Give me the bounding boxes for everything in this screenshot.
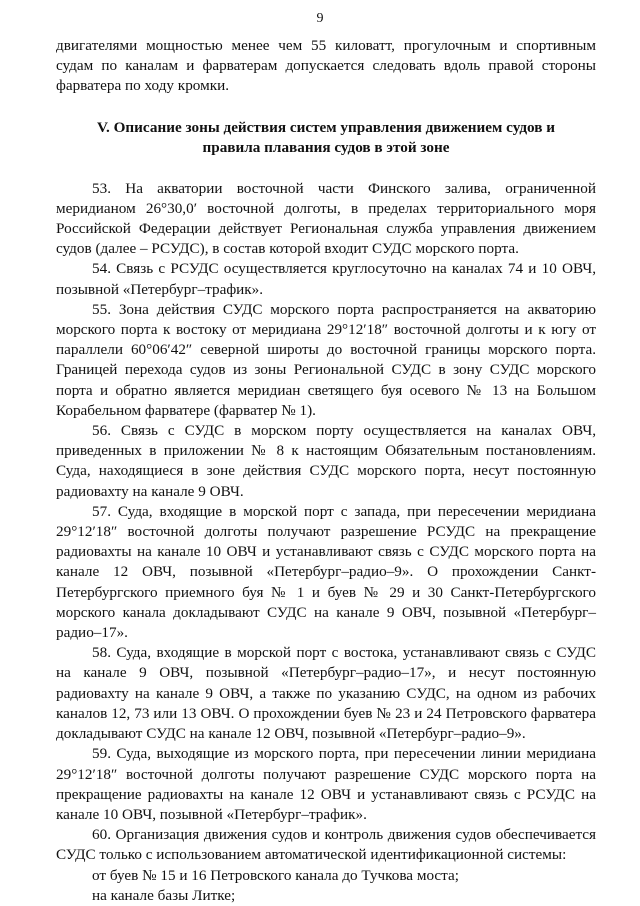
paragraph-56: 56. Связь с СУДС в морском порту осуществляется на каналах ОВЧ, приведенных в приложении № 8 к настоящим Обязательным постановлениям. Суда, находящиеся в зоне действия СУДС морского порта, несут постоянную радиовахту на канале 9 ОВЧ. [56,422,596,500]
paragraph-58: 58. Суда, входящие в морской порт с востока, устанавливают связь с СУДС на канале 9 ОВЧ, позывной «Петербург–радио–17», и несут постоянную радиовахту на канале 9 ОВЧ, а также по указанию СУДС, на одном из рабочих каналов 12, 73 или 13 ОВЧ. О прохождении буев № 23 и 24 Петровского фарватера докладывают СУДС на канале 12 ОВЧ, позывной «Петербург–радио–9». [56,644,596,743]
page-number: 9 [316,11,324,26]
document-body [56,36,596,906]
paragraph-59: 59. Суда, выходящие из морского порта, при пересечении линии меридиана 29°12′18″ восточной долготы получают разрешение СУДС морского порта на прекращение радиовахты на канале 12 ОВЧ и устанавливают связь с РСУДС на канале 10 ОВЧ, позывной «Петербург–трафик». [56,745,596,823]
paragraph-60: 60. Организация движения судов и контроль движения судов обеспечивается СУДС только с использованием автоматической идентификационной системы: [56,826,596,864]
list-item: на канале базы Литке; [92,886,236,904]
list-item: от буев № 15 и 16 Петровского канала до Тучкова моста; [92,866,459,884]
section-title: V. Описание зоны действия систем управления движением судов и правила плавания судов в этой зоне [97,118,555,156]
paragraph-54: 54. Связь с РСУДС осуществляется круглосуточно на каналах 74 и 10 ОВЧ, позывной «Петербург–трафик». [56,260,596,298]
paragraph-53: 53. На акватории восточной части Финского залива, ограниченной меридианом 26°30,0′ восточной долготы, в пределах территориального моря Российской Федерации действует Региональная служба управления движением судов (далее – РСУДС), в состав которой входит СУДС морского порта. [56,179,596,258]
paragraph-57: 57. Суда, входящие в морской порт с запада, при пересечении меридиана 29°12′18″ восточной долготы получают разрешение РСУДС на прекращение радиовахты на канале 10 ОВЧ и устанавливают связь с СУДС морского порта на канале 12 ОВЧ, позывной «Петербург–радио–9». О прохождении Санкт-Петербургского приемного буя № 1 и буев № 29 и 30 Санкт-Петербургского морского канала докладывают СУДС на канале 9 ОВЧ, позывной «Петербург–радио–17». [56,502,596,642]
paragraph-55: 55. Зона действия СУДС морского порта распространяется на акваторию морского порта к востоку от меридиана 29°12′18″ восточной долготы и к югу от параллели 60°06′42″ северной широты до восточной границы морского порта. Границей перехода судов из зоны Региональной СУДС в зону СУДС морского порта и обратно является меридиан светящего буя осевого № 13 на Большом Корабельном фарватере (фарватер № 1). [56,300,596,419]
intro-paragraph: двигателями мощностью менее чем 55 киловатт, прогулочным и спортивным судам по каналам и фарватерам допускается следовать вдоль правой стороны фарватера по ходу кромки. [56,37,596,95]
